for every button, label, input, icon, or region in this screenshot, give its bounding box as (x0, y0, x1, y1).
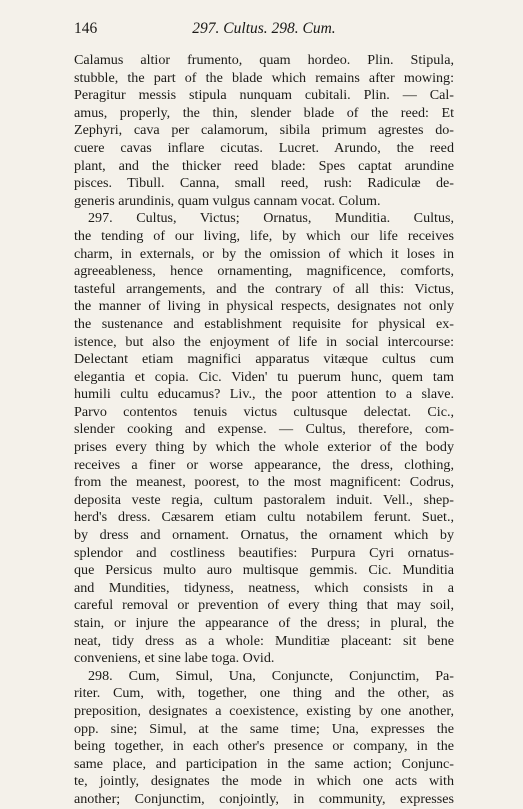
text-line: the manner of living in physical respects, designates not only (74, 298, 454, 315)
text-line: te, jointly, designates the mode in which one acts with (74, 773, 454, 790)
text-line: Parvo contentos tenuis victus cultusque delectat. Cic., (74, 403, 454, 420)
text-line: deposita veste regia, cultum pastoralem induit. Vell., shep- (74, 491, 454, 508)
text-line: and Mundities, tidyness, neatness, which consists in a (74, 579, 454, 596)
text-line: Delectant etiam magnifici apparatus vitæque cultus cum (74, 351, 454, 368)
text-line: being together, in each other's presence or company, in the (74, 738, 454, 755)
text-line: amus, properly, the thin, slender blade of the reed: Et (74, 104, 454, 121)
text-line: splendor and costliness beautifies: Purpura Cyri ornatus- (74, 544, 454, 561)
text-line: cuere cavas inflare cicutas. Lucret. Arundo, the reed (74, 139, 454, 156)
text-line: conveniens, et sine labe toga. Ovid. (74, 650, 275, 667)
text-line: elegantia et copia. Cic. Viden' tu puerum hunc, quem tam (74, 368, 454, 385)
page-header (74, 20, 454, 40)
text-line: que Persicus multo auro multisque gemmis. Cic. Munditia (74, 562, 454, 579)
text-line: stubble, the part of the blade which remains after mowing: (74, 69, 454, 86)
text-line: prises every thing by which the whole exterior of the body (74, 439, 454, 456)
text-line: by dress and ornament. Ornatus, the ornament which by (74, 527, 454, 544)
text-line: generis arundinis, quam vulgus cannam vocat. Colum. (74, 192, 381, 209)
text-line: slender cooking and expense. — Cultus, therefore, com- (74, 421, 454, 438)
text-line: istence, but also the enjoyment of life in social intercourse: (74, 333, 454, 350)
text-line: pisces. Tibull. Canna, small reed, rush: Radiculæ de- (74, 175, 454, 192)
text-line: receives a finer or worse appearance, the dress, clothing, (74, 456, 454, 473)
text-line: opp. sine; Simul, at the same time; Una, expresses the (74, 720, 454, 737)
text-line: from the meanest, poorest, to the most magnificent: Codrus, (74, 474, 454, 491)
text-line: charm, in externals, or by the omission of which it loses in (74, 245, 454, 262)
text-line: another; Conjunctim, conjointly, in community, expresses (74, 790, 454, 807)
running-title: 297. Cultus. 298. Cum. (192, 20, 336, 37)
text-line: Calamus altior frumento, quam hordeo. Plin. Stipula, (74, 52, 454, 68)
text-line: agreeableness, hence ornamenting, magnificence, comforts, (74, 263, 454, 280)
text-line: tasteful arrangements, and the contrary of all this: Victus, (74, 280, 454, 297)
text-line: the tending of our living, life, by which our life receives (74, 227, 454, 244)
text-line: preposition, designates a coexistence, existing by one another, (74, 702, 454, 719)
text-line: Peragitur messis stipula nunquam cubitali. Plin. — Cal- (74, 87, 454, 104)
section-heading-line: 298. Cum, Simul, Una, Conjuncte, Conjunctim, Pa- (88, 667, 454, 684)
text-line: same place, and participation in the same action; Conjunc- (74, 755, 454, 772)
text-line: careful removal or prevention of every thing that may soil, (74, 597, 454, 614)
text-line: neat, tidy dress as a whole: Munditiæ placeant: sit bene (74, 632, 454, 649)
text-line: the sustenance and establishment requisite for physical ex- (74, 315, 454, 332)
text-line: Zephyri, cava per calamorum, sibila primum agrestes do- (74, 122, 454, 139)
text-line: stain, or injure the appearance of the dress; in plural, the (74, 615, 454, 631)
text-line: herd's dress. Cæsarem etiam cultu notabilem ferunt. Suet., (74, 509, 454, 526)
text-line: plant, and the thicker reed blade: Spes captat arundine (74, 157, 454, 174)
text-line: humili cultu educamus? Liv., the poor attention to a slave. (74, 386, 454, 403)
text-line: riter. Cum, with, together, one thing and the other, as (74, 685, 454, 702)
body-text (74, 52, 454, 809)
section-heading-line: 297. Cultus, Victus; Ornatus, Munditia. Cultus, (88, 210, 454, 227)
page-number: 146 (74, 20, 98, 37)
